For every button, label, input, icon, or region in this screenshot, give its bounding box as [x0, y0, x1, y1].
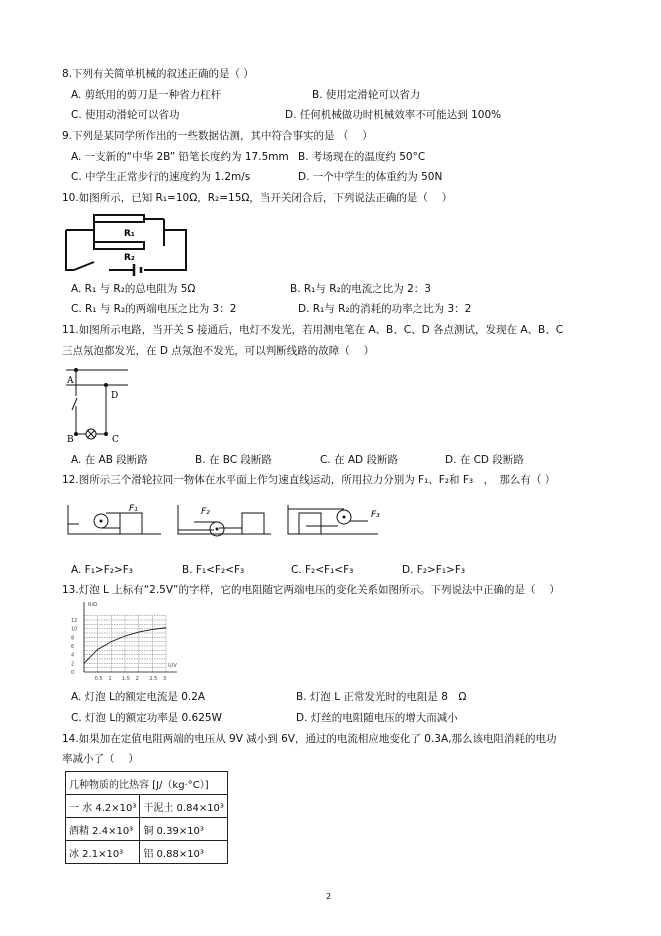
table-cell: 酒精 2.4×10³: [66, 818, 140, 841]
f1-label: F₁: [129, 504, 138, 514]
table-cell: 干泥土 0.84×10³: [140, 795, 228, 818]
q10-option-d: D. R₁与 R₂的消耗的功率之比为 3：2: [298, 303, 472, 315]
table-cell: 铜 0.39×10³: [140, 818, 228, 841]
y-axis-label: R/Ω: [88, 602, 97, 608]
table-title: 几种物质的比热容 [J/（kg·°C）]: [66, 772, 228, 795]
y-tick-label: 12: [71, 617, 78, 624]
q12-pulley-diagrams: [66, 500, 380, 548]
q9-option-a: A. 一支新的“中华 2B” 铅笔长度约为 17.5mm: [71, 151, 289, 163]
q8-option-a: A. 剪纸用的剪刀是一种省力杠杆: [71, 89, 222, 101]
q9-option-d: D. 一个中学生的体重约为 50N: [298, 171, 443, 183]
y-tick-label: 4: [71, 652, 75, 659]
q8-option-b: B. 使用定滑轮可以省力: [312, 89, 421, 101]
f2-label: F₂: [201, 507, 210, 517]
q11-stem-line2: 三点氖泡都发光，在 D 点氖泡不发光，可以判断线路的故障（ ）: [62, 345, 375, 357]
q12-option-a: A. F₁>F₂>F₃: [71, 564, 134, 576]
q11-circuit-diagram: [66, 366, 136, 446]
f3-label: F₃: [371, 510, 380, 520]
table-cell: 一 水 4.2×10³: [66, 795, 140, 818]
q11-option-b: B. 在 BC 段断路: [195, 454, 272, 466]
q9-stem: 9.下列是某同学所作出的一些数据估测，其中符合事实的是 （ ）: [62, 130, 373, 142]
q8-stem: 8.下列有关简单机械的叙述正确的是（ ）: [62, 68, 254, 80]
r1-label: R₁: [124, 229, 135, 239]
r2-label: R₂: [124, 253, 135, 263]
x-tick-label: 0.5: [94, 676, 103, 682]
y-tick-label: 8: [71, 635, 75, 642]
table-row: [66, 818, 228, 841]
table-row: [66, 795, 228, 818]
q13-resistance-voltage-graph: [70, 602, 177, 682]
q10-option-a: A. R₁ 与 R₂的总电阻为 5Ω: [71, 283, 196, 295]
q13-option-b: B. 灯泡 L 正常发光时的电阻是 8 Ω: [296, 691, 467, 703]
point-b-label: B: [67, 435, 74, 445]
q13-option-d: D. 灯丝的电阻随电压的增大而减小: [296, 712, 458, 724]
q12-stem: 12.图所示三个滑轮拉同一物体在水平面上作匀速直线运动，所用拉力分别为 F₁、F₂和 F₃ ， 那么有（ ）: [62, 474, 556, 486]
y-tick-label: 6: [71, 643, 75, 650]
q13-stem: 13.灯泡 L 上标有“2.5V”的字样，它的电阻随它两端电压的变化关系如图所示。下列说法中正确的是（ ）: [62, 584, 560, 596]
x-tick-label: 3: [163, 676, 167, 682]
table-row: [66, 841, 228, 864]
table-cell: 铝 0.88×10³: [140, 841, 228, 864]
q9-option-b: B. 考场现在的温度约 50°C: [298, 151, 426, 163]
x-axis-label: U/V: [168, 663, 177, 669]
point-a-label: A: [67, 376, 74, 386]
x-tick-label: 2: [135, 676, 139, 682]
q10-option-b: B. R₁与 R₂的电流之比为 2：3: [290, 283, 431, 295]
q8-option-d: D. 任何机械做功时机械效率不可能达到 100%: [285, 109, 502, 121]
y-tick-label: 10: [71, 626, 78, 633]
q9-option-c: C. 中学生正常步行的速度约为 1.2m/s: [71, 171, 251, 183]
q13-option-c: C. 灯泡 L的额定功率是 0.625W: [71, 712, 222, 724]
q12-option-d: D. F₂>F₁>F₃: [402, 564, 466, 576]
point-d-label: D: [111, 391, 119, 401]
page-number: 2: [326, 892, 332, 901]
x-tick-label: 1: [108, 676, 112, 682]
q11-option-a: A. 在 AB 段断路: [71, 454, 148, 466]
q10-circuit-diagram: [64, 210, 194, 274]
q11-option-d: D. 在 CD 段断路: [445, 454, 524, 466]
q11-stem-line1: 11.如图所示电路，当开关 S 接通后，电灯不发光，若用测电笔在 A、B、C、D 各点测试，发现在 A、B、C: [62, 324, 564, 336]
x-tick-label: 2.5: [149, 676, 158, 682]
q14-stem-line2: 率减小了（ ）: [62, 753, 139, 765]
q11-option-c: C. 在 AD 段断路: [320, 454, 398, 466]
y-tick-label: 0: [71, 670, 75, 676]
x-tick-label: 1.5: [122, 676, 130, 682]
q12-option-b: B. F₁<F₂<F₃: [182, 564, 245, 576]
table-cell: 冰 2.1×10³: [66, 841, 140, 864]
point-c-label: C: [112, 435, 119, 445]
q13-option-a: A. 灯泡 L的额定电流是 0.2A: [71, 691, 206, 703]
q14-stem-line1: 14.如果加在定值电阻两端的电压从 9V 减小到 6V，通过的电流相应地变化了 0.3A,那么该电阻消耗的电功: [62, 733, 557, 745]
specific-heat-table: [65, 771, 228, 864]
q10-stem: 10.如图所示，已知 R₁=10Ω，R₂=15Ω，当开关闭合后，下列说法正确的是（ ）: [62, 192, 453, 204]
q12-option-c: C. F₂<F₁<F₃: [291, 564, 354, 576]
q8-option-c: C. 使用动滑轮可以省功: [71, 109, 180, 121]
q10-option-c: C. R₁ 与 R₂的两端电压之比为 3：2: [71, 303, 237, 315]
y-tick-label: 2: [71, 661, 75, 668]
